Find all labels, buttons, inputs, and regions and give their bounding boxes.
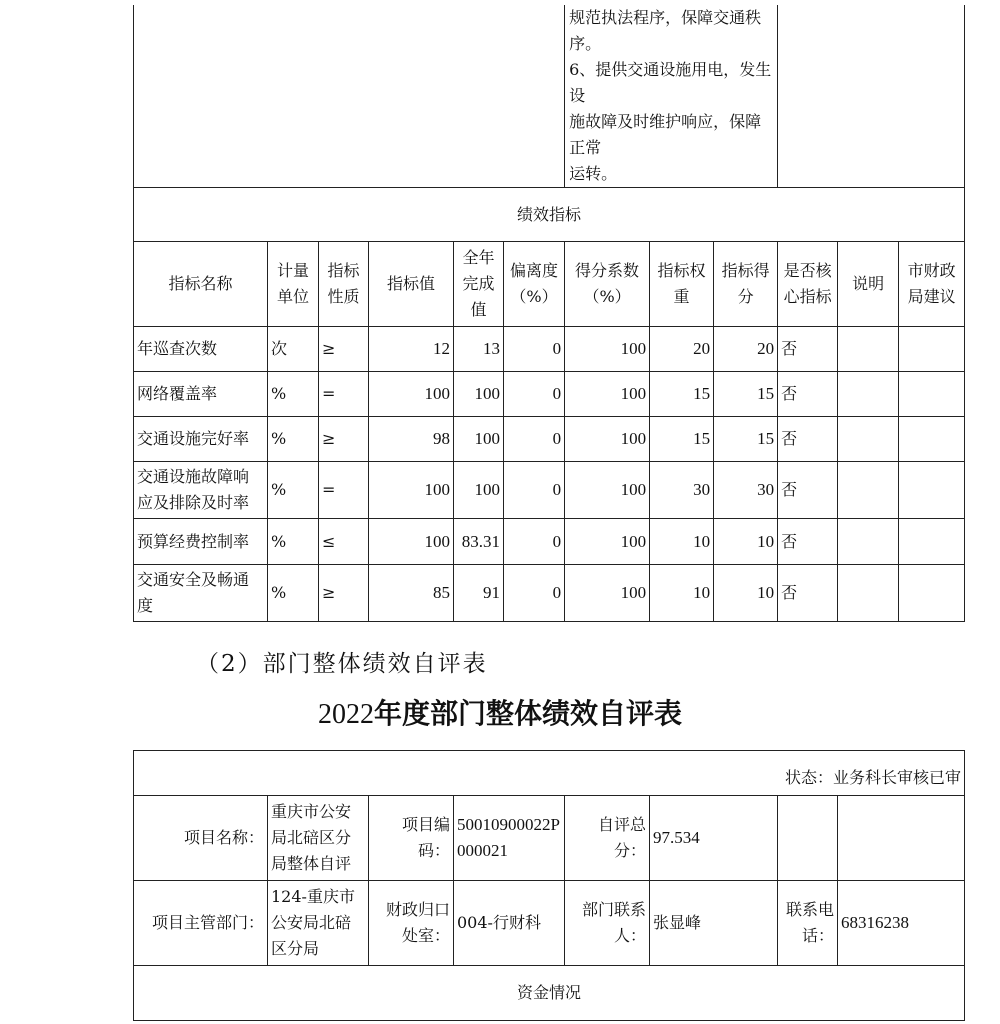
cell-note	[838, 462, 899, 519]
phone-value: 68316238	[838, 881, 965, 966]
cell-nature: =	[319, 462, 369, 519]
contact-label: 部门联系人：	[565, 881, 650, 966]
col-header: 全年完成值	[454, 242, 504, 327]
cell-note	[838, 417, 899, 462]
cell-nature: ≥	[319, 417, 369, 462]
form-title	[0, 692, 1000, 732]
cell-note	[838, 565, 899, 622]
cell-deviation: 0	[504, 417, 565, 462]
dept-value: 124-重庆市公安局北碚区分局	[268, 881, 369, 966]
cell-coef: 100	[565, 519, 650, 565]
table-row	[134, 565, 965, 622]
cell-core: 否	[778, 417, 838, 462]
cell-score: 20	[714, 327, 778, 372]
cell-core: 否	[778, 519, 838, 565]
cell-actual: 13	[454, 327, 504, 372]
cell-suggestion	[899, 565, 965, 622]
cell-coef: 100	[565, 462, 650, 519]
cell-note	[838, 327, 899, 372]
form-title-year: 2022	[317, 699, 374, 730]
col-header: 指标名称	[134, 242, 268, 327]
cell-score: 15	[714, 372, 778, 417]
project-name-label: 项目名称：	[134, 796, 268, 881]
cell-score: 15	[714, 417, 778, 462]
cell-core: 否	[778, 462, 838, 519]
cell-score: 30	[714, 462, 778, 519]
cell-unit: %	[268, 519, 319, 565]
col-header: 计量单位	[268, 242, 319, 327]
self-score-label: 自评总分：	[565, 796, 650, 881]
section-heading: （2）部门整体绩效自评表	[196, 651, 488, 677]
table-row	[134, 519, 965, 565]
cell-actual: 83.31	[454, 519, 504, 565]
dept-label: 项目主管部门：	[134, 881, 268, 966]
cell-suggestion	[899, 372, 965, 417]
finance-office-value: 004-行财科	[454, 881, 565, 966]
cell-unit: %	[268, 417, 319, 462]
cell-score: 10	[714, 565, 778, 622]
cell-suggestion	[899, 462, 965, 519]
col-header: 指标权重	[650, 242, 714, 327]
cell-nature: ≥	[319, 327, 369, 372]
col-header: 是否核心指标	[778, 242, 838, 327]
cell-coef: 100	[565, 372, 650, 417]
section-header: 绩效指标	[134, 188, 965, 242]
continued-line: 施故障及时维护响应，保障正常	[569, 112, 762, 157]
cell-actual: 100	[454, 417, 504, 462]
dept-evaluation-table	[133, 750, 965, 1021]
cell-suggestion	[899, 519, 965, 565]
project-code-value: 50010900022P000021	[454, 796, 565, 881]
cell-target: 100	[369, 462, 454, 519]
col-header: 指标性质	[319, 242, 369, 327]
cell-deviation: 0	[504, 327, 565, 372]
finance-office-label: 财政归口处室：	[369, 881, 454, 966]
table-row	[134, 372, 965, 417]
cell-unit: %	[268, 372, 319, 417]
cell-nature: ≤	[319, 519, 369, 565]
phone-label: 联系电话：	[778, 881, 838, 966]
cell-actual: 100	[454, 372, 504, 417]
cell-unit: %	[268, 565, 319, 622]
cell-target: 85	[369, 565, 454, 622]
cell-deviation: 0	[504, 462, 565, 519]
cell-actual: 100	[454, 462, 504, 519]
cell-name: 交通设施故障响应及排除及时率	[134, 462, 268, 519]
cell-coef: 100	[565, 327, 650, 372]
cell-actual: 91	[454, 565, 504, 622]
cell-weight: 10	[650, 565, 714, 622]
cell-note	[838, 372, 899, 417]
col-header: 得分系数（%）	[565, 242, 650, 327]
cell-name: 交通设施完好率	[134, 417, 268, 462]
blank-cell	[838, 796, 965, 881]
cell-nature: =	[319, 372, 369, 417]
contact-value: 张显峰	[650, 881, 778, 966]
table-row	[134, 417, 965, 462]
cell-name: 预算经费控制率	[134, 519, 268, 565]
cell-score: 10	[714, 519, 778, 565]
self-score-value: 97.534	[650, 796, 778, 881]
blank-cell	[778, 5, 965, 188]
blank-cell	[778, 796, 838, 881]
col-header: 说明	[838, 242, 899, 327]
header-row	[134, 242, 965, 327]
cell-deviation: 0	[504, 372, 565, 417]
cell-target: 100	[369, 519, 454, 565]
table-row	[134, 462, 965, 519]
cell-name: 年巡查次数	[134, 327, 268, 372]
cell-core: 否	[778, 327, 838, 372]
cell-coef: 100	[565, 565, 650, 622]
cell-weight: 15	[650, 372, 714, 417]
cell-core: 否	[778, 372, 838, 417]
cell-deviation: 0	[504, 565, 565, 622]
cell-target: 12	[369, 327, 454, 372]
status-text: 状态：业务科长审核已审	[134, 751, 965, 796]
table-row	[134, 327, 965, 372]
continued-line: 6、提供交通设施用电，发生设	[569, 60, 772, 105]
blank-cell	[134, 5, 565, 188]
continued-line: 规范执法程序，保障交通秩序。	[569, 8, 762, 53]
col-header: 偏离度（%）	[504, 242, 565, 327]
cell-target: 100	[369, 372, 454, 417]
cell-weight: 30	[650, 462, 714, 519]
cell-unit: 次	[268, 327, 319, 372]
cell-target: 98	[369, 417, 454, 462]
cell-note	[838, 519, 899, 565]
cell-unit: %	[268, 462, 319, 519]
cell-name: 网络覆盖率	[134, 372, 268, 417]
project-code-label: 项目编码：	[369, 796, 454, 881]
funds-header: 资金情况	[134, 966, 965, 1021]
col-header: 指标得分	[714, 242, 778, 327]
cell-name: 交通安全及畅通度	[134, 565, 268, 622]
cell-weight: 10	[650, 519, 714, 565]
cell-weight: 15	[650, 417, 714, 462]
project-name-value: 重庆市公安局北碚区分局整体自评	[268, 796, 369, 881]
continued-line: 运转。	[569, 164, 618, 183]
col-header: 指标值	[369, 242, 454, 327]
cell-weight: 20	[650, 327, 714, 372]
cell-coef: 100	[565, 417, 650, 462]
cell-core: 否	[778, 565, 838, 622]
indicator-table	[133, 5, 965, 622]
cell-deviation: 0	[504, 519, 565, 565]
continued-text	[565, 5, 778, 188]
cell-suggestion	[899, 327, 965, 372]
form-title-text: 年度部门整体绩效自评表	[373, 697, 682, 730]
cell-suggestion	[899, 417, 965, 462]
col-header: 市财政局建议	[899, 242, 965, 327]
cell-nature: ≥	[319, 565, 369, 622]
